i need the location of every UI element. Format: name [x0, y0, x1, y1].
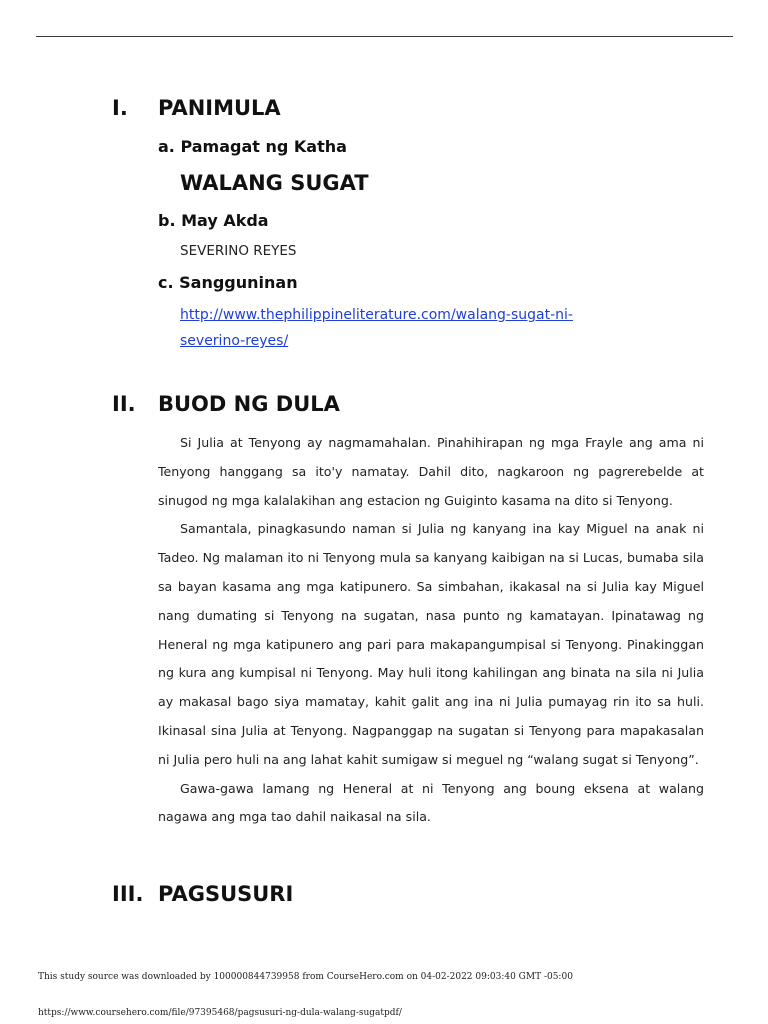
section-three-number: III.	[112, 882, 144, 906]
section-three-title: PAGSUSURI	[158, 882, 294, 906]
work-title: WALANG SUGAT	[180, 171, 369, 195]
source-link-line-2[interactable]: severino-reyes/	[180, 333, 289, 349]
summary-paragraph: Gawa-gawa lamang ng Heneral at ni Tenyong ang boung eksena at walang nagawa ang mga tao dahil naikasal na sila.	[158, 780, 704, 825]
author-label: b. May Akda	[158, 211, 269, 230]
summary-paragraph: Samantala, pinagkasundo naman si Julia ng kanyang ina kay Miguel na anak ni Tadeo. Ng malaman ito ni Tenyong mula sa kanyang kaibigan na si Lucas, bumaba sila sa bayan kasama ang mga katipunero. Sa simbahan, ikakasal na si Julia kay Miguel nang dumating si Tenyong na sugatan, nasa punto ng kamatayan. Ipinatawag ng Heneral ng mga katipunero ang pari para makapangumpisal si Tenyong. Pinakinggan ng kura ang kumpisal ni Tenyong. May huli itong kahilingan ang binata na sila ni Julia ay makasal bago siya mamatay, kahit galit ang ina ni Julia pumayag rin ito sa huli. Ikinasal sina Julia at Tenyong. Nagpanggap na sugatan si Tenyong para mapakasalan ni Julia pero huli na ang lahat kahit sumigaw si meguel ng “walang sugat si Tenyong”.	[158, 521, 704, 767]
source-link-line-1[interactable]: http://www.thephilippineliterature.com/walang-sugat-ni-	[180, 307, 573, 323]
title-label: a. Pamagat ng Katha	[158, 137, 347, 156]
summary-body	[158, 429, 704, 832]
author-name: SEVERINO REYES	[180, 243, 297, 259]
summary-paragraph: Si Julia at Tenyong ay nagmamahalan. Pinahihirapan ng mga Frayle ang ama ni Tenyong hanggang sa ito'y namatay. Dahil dito, nagkaroon ng pagrerebelde at sinugod ng mga kalalakihan ang estacion ng Guiginto kasama na dito si Tenyong.	[158, 435, 704, 508]
footer-url[interactable]: https://www.coursehero.com/file/97395468/pagsusuri-ng-dula-walang-sugatpdf/	[38, 1008, 402, 1018]
source-link[interactable]	[180, 302, 650, 354]
top-divider	[36, 36, 733, 37]
section-two-title: BUOD NG DULA	[158, 392, 340, 416]
download-note: This study source was downloaded by 100000844739958 from CourseHero.com on 04-02-2022 09:03:40 GMT -05:00	[38, 972, 573, 982]
section-two-number: II.	[112, 392, 136, 416]
section-one-title: PANIMULA	[158, 96, 281, 120]
source-label: c. Sangguninan	[158, 273, 298, 292]
section-one-number: I.	[112, 96, 128, 120]
